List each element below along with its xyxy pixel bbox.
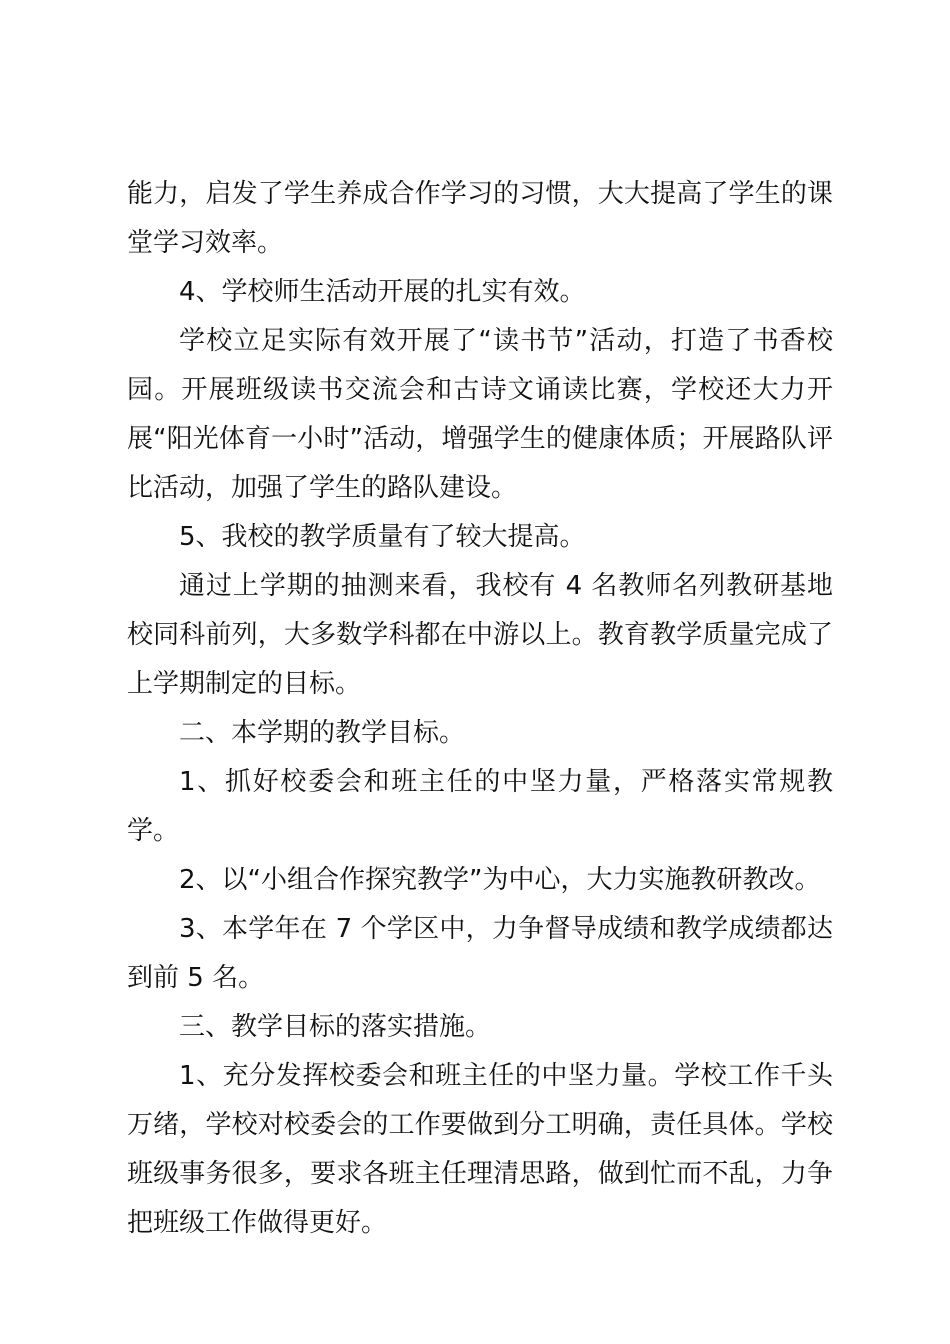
- paragraph: 能力，启发了学生养成合作学习的习惯，大大提高了学生的课堂学习效率。: [127, 179, 833, 258]
- section-heading: 三、教学目标的落实措施。: [179, 1012, 492, 1042]
- numbered-item: 2、以“小组合作探究教学”为中心，大力实施教研教改。: [179, 865, 821, 895]
- document-body: [127, 170, 833, 1248]
- numbered-item: 5、我校的教学质量有了较大提高。: [179, 522, 586, 552]
- paragraph: 通过上学期的抽测来看，我校有 4 名教师名列教研基地校同科前列，大多数学科都在中游以上。教育教学质量完成了上学期制定的目标。: [127, 571, 833, 699]
- section-heading: 二、本学期的教学目标。: [179, 718, 466, 748]
- numbered-item: 1、抓好校委会和班主任的中坚力量，严格落实常规教学。: [127, 767, 833, 846]
- paragraph: 学校立足实际有效开展了“读书节”活动，打造了书香校园。开展班级读书交流会和古诗文诵读比赛，学校还大力开展“阳光体育一小时”活动，增强学生的健康体质；开展路队评比活动，加强了学生的路队建设。: [127, 326, 833, 503]
- numbered-item: 1、充分发挥校委会和班主任的中坚力量。学校工作千头万绪，学校对校委会的工作要做到分工明确，责任具体。学校班级事务很多，要求各班主任理清思路，做到忙而不乱，力争把班级工作做得更好。: [127, 1061, 833, 1238]
- numbered-item: 3、本学年在 7 个学区中，力争督导成绩和教学成绩都达到前 5 名。: [127, 914, 833, 993]
- numbered-item: 4、学校师生活动开展的扎实有效。: [179, 277, 586, 307]
